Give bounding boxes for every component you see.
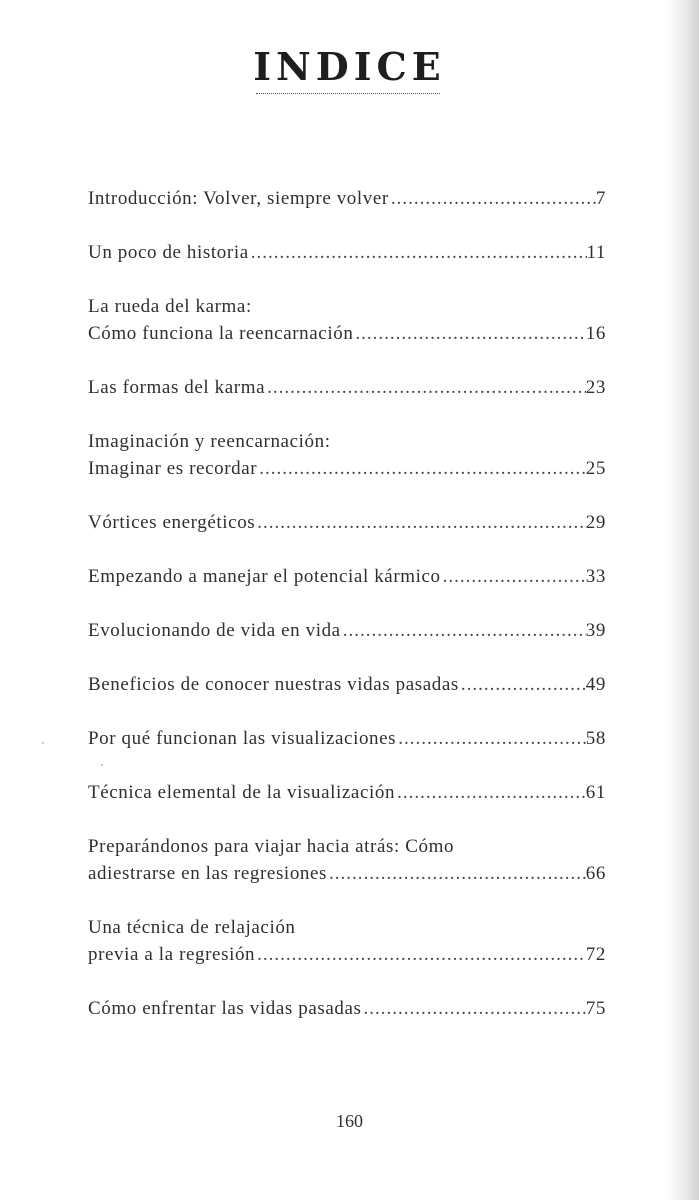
toc-entry-title: Imaginar es recordar	[88, 458, 258, 479]
toc-entry-line	[88, 239, 606, 266]
toc-entry	[88, 185, 606, 212]
toc-entry-page-number: 75	[585, 998, 606, 1019]
toc-entry-page-number: 16	[585, 323, 606, 344]
toc-entry-line	[88, 293, 606, 320]
dot-leader	[265, 374, 586, 401]
page-title: INDICE	[253, 44, 446, 89]
dot-leader	[389, 185, 596, 212]
toc-entry-title: Cómo funciona la reencarnación	[88, 323, 354, 344]
toc-entry-line	[88, 833, 606, 860]
toc-entry-line	[88, 671, 606, 698]
toc-entry-line	[88, 320, 606, 347]
toc-entry-page-number: 33	[585, 566, 606, 587]
toc-entry-line	[88, 563, 606, 590]
toc-entry-title: Preparándonos para viajar hacia atrás: Cómo	[88, 836, 455, 857]
toc-entry	[88, 293, 606, 347]
toc-entry	[88, 509, 606, 536]
page-edge-shadow	[665, 0, 699, 1200]
toc-entry-page-number: 11	[586, 242, 606, 263]
dot-leader	[396, 725, 586, 752]
toc-entry-line	[88, 374, 606, 401]
toc-entry-line	[88, 995, 606, 1022]
toc-entry	[88, 671, 606, 698]
dot-leader	[257, 455, 586, 482]
dot-leader	[395, 779, 586, 806]
toc-entry-title: Una técnica de relajación	[88, 917, 296, 938]
toc-entry-page-number: 25	[585, 458, 606, 479]
dot-leader	[441, 563, 586, 590]
toc-entry-page-number: 61	[585, 782, 606, 803]
toc-entry-title: Un poco de historia	[88, 242, 249, 263]
scan-speck	[42, 742, 44, 744]
dot-leader	[255, 509, 586, 536]
title-underline	[256, 93, 440, 94]
dot-leader	[353, 320, 585, 347]
toc-entry	[88, 563, 606, 590]
toc-entry-title: previa a la regresión	[88, 944, 256, 965]
dot-leader	[459, 671, 586, 698]
toc-entry-page-number: 72	[585, 944, 606, 965]
toc-entry-line	[88, 779, 606, 806]
toc-entry-line	[88, 428, 606, 455]
toc-entry	[88, 779, 606, 806]
toc-entry-title: Introducción: Volver, siempre volver	[88, 188, 389, 209]
toc-entry-line	[88, 455, 606, 482]
toc-entry-title: Técnica elemental de la visualización	[88, 782, 396, 803]
toc-entry	[88, 617, 606, 644]
toc-entry	[88, 833, 606, 887]
toc-entry-title: Por qué funcionan las visualizaciones	[88, 728, 397, 749]
toc-entry-page-number: 39	[585, 620, 606, 641]
toc-entry-title: La rueda del karma:	[88, 296, 252, 317]
dot-leader	[327, 860, 586, 887]
toc-entry	[88, 725, 606, 752]
toc-entry-page-number: 66	[585, 863, 606, 884]
toc-entry	[88, 374, 606, 401]
toc-entry-title: Las formas del karma	[88, 377, 266, 398]
toc-entry-title: Empezando a manejar el potencial kármico	[88, 566, 441, 587]
toc-entry-page-number: 58	[585, 728, 606, 749]
toc-entry-title: Evolucionando de vida en vida	[88, 620, 341, 641]
scan-speck	[101, 764, 103, 766]
toc-entry-title: Imaginación y reencarnación:	[88, 431, 331, 452]
toc-entry-page-number: 23	[585, 377, 606, 398]
dot-leader	[255, 941, 586, 968]
toc-entry-page-number: 29	[585, 512, 606, 533]
toc-entry-line	[88, 914, 606, 941]
toc-entry	[88, 239, 606, 266]
toc-entry-line	[88, 725, 606, 752]
toc-entry-line	[88, 509, 606, 536]
toc-entry-title: Cómo enfrentar las vidas pasadas	[88, 998, 362, 1019]
toc-entry	[88, 914, 606, 968]
toc-entry-line	[88, 617, 606, 644]
dot-leader	[249, 239, 587, 266]
dot-leader	[341, 617, 586, 644]
toc-entry-title: Beneficios de conocer nuestras vidas pasadas	[88, 674, 459, 695]
toc-entry-line	[88, 860, 606, 887]
toc-entry-title: Vórtices energéticos	[88, 512, 256, 533]
toc-entry-line	[88, 941, 606, 968]
toc-entry	[88, 995, 606, 1022]
toc-entry-title: adiestrarse en las regresiones	[88, 863, 328, 884]
toc-entry-page-number: 7	[595, 188, 606, 209]
toc-entry-line	[88, 185, 606, 212]
toc-entry-page-number: 49	[585, 674, 606, 695]
toc-entry	[88, 428, 606, 482]
page-number: 160	[336, 1111, 363, 1131]
table-of-contents	[88, 185, 606, 1022]
dot-leader	[362, 995, 586, 1022]
